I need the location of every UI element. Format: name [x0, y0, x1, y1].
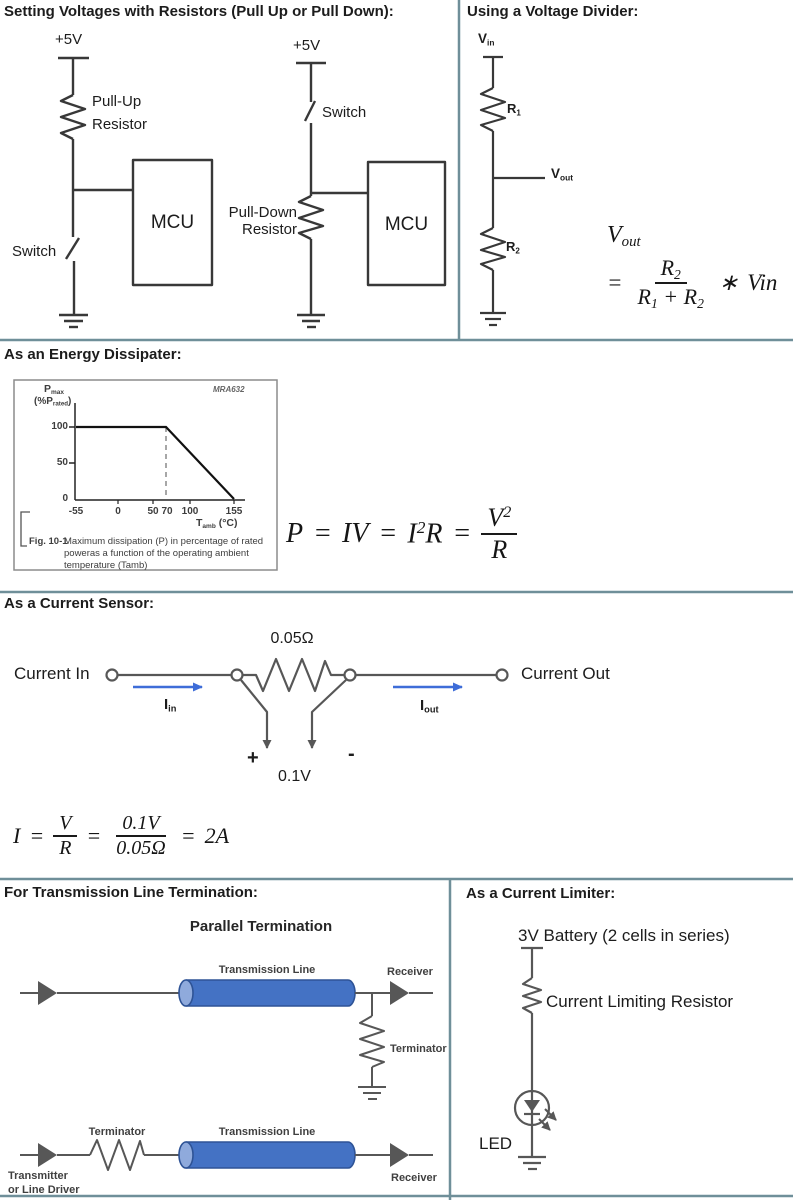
sense-lead-minus [312, 680, 346, 748]
xtick-m55: -55 [68, 506, 84, 517]
pulldown-resistor-symbol [299, 196, 323, 239]
transmission-line-label-2: Transmission Line [218, 1126, 316, 1138]
sensor-formula: I = $\frac{V}{R}$ = $\frac{0.1V}{0.05\Omega}$ = 2A [13, 812, 230, 859]
formula-rhs-row [607, 255, 777, 312]
terminator-label-2: Terminator [88, 1126, 146, 1138]
pulldown-label-1: Pull-Down [228, 204, 297, 221]
sense-junction-right [345, 670, 356, 681]
shunt-value-label: 0.05Ω [270, 630, 314, 647]
cylinder-cap-1 [179, 980, 193, 1006]
r1-resistor-symbol [481, 88, 505, 131]
xtick-155: 155 [225, 506, 243, 517]
r2-label [506, 239, 520, 255]
receiver-label-1: Receiver [387, 966, 433, 978]
ground-symbol-divider [480, 313, 506, 325]
pullup-label-2: Resistor [92, 116, 148, 133]
switch-label-left: Switch [12, 243, 57, 260]
section-title-energy: As an Energy Dissipater: [4, 346, 182, 363]
terminator-label-1: Terminator [390, 1043, 447, 1055]
limiting-resistor-label: Current Limiting Resistor [546, 992, 734, 1011]
section-title-pull: Setting Voltages with Resistors (Pull Up or Pull Down): [4, 3, 394, 20]
times-sign: ∗ [718, 270, 739, 295]
power-fraction [481, 503, 517, 565]
formula-lhs-base: V [607, 222, 622, 248]
ground-symbol-terminator [358, 1087, 386, 1099]
r2-base: R [506, 239, 516, 254]
ytick-100: 100 [51, 421, 68, 432]
current-out-label: Current Out [521, 664, 610, 683]
formula-vin: Vin [747, 270, 778, 295]
voltage-divider-circuit [480, 57, 545, 325]
section-title-termination: For Transmission Line Termination: [4, 884, 258, 901]
ground-symbol-led [518, 1157, 546, 1169]
vin-label [478, 31, 494, 47]
shunt-resistor-symbol [243, 659, 344, 691]
ytick-50: 50 [56, 457, 68, 468]
graph-model-label: MRA632 [213, 385, 245, 394]
figure-caption-line3: temperature (Tamb) [64, 560, 148, 571]
figure-number: Fig. 10-1 [29, 536, 68, 547]
power-fraction-num: $V^2$ [481, 503, 517, 535]
terminal-in [107, 670, 118, 681]
sense-plus-label: + [247, 747, 259, 769]
pullup-resistor-symbol [61, 95, 85, 139]
r1-label [507, 101, 521, 117]
figure-caption-line1: Maximum dissipation (P) in percentage of rated [64, 536, 264, 547]
current-in-label: Current In [14, 664, 90, 683]
cylinder-cap-2 [179, 1142, 193, 1168]
r2-sub: 2 [515, 246, 520, 256]
ground-symbol-left [59, 315, 88, 327]
receiver-label-2: Receiver [391, 1172, 437, 1184]
vin-sub: in [487, 37, 495, 48]
switch-symbol-left [66, 238, 79, 259]
graph-ylabel-2: $(\%P_{rated})$ [34, 396, 72, 408]
figure-caption-line2: poweras a function of the operating ambient [64, 548, 249, 559]
switch-label-right: Switch [322, 104, 367, 121]
xtick-0: 0 [115, 506, 121, 517]
xtick-70: 70 [161, 506, 173, 517]
led-diode-triangle [524, 1100, 540, 1112]
power-formula: P = IV = $I^2R$ = $\frac{V^2}{R}$ [286, 503, 517, 565]
vout-label [551, 166, 573, 182]
r1-sub: 1 [516, 108, 521, 118]
equals-sign: = [607, 270, 623, 295]
transmission-line-label-1: Transmission Line [218, 964, 316, 976]
sense-voltage-label: 0.1V [278, 768, 311, 785]
section-title-limiter: As a Current Limiter: [466, 885, 616, 902]
pulldown-circuit [296, 63, 445, 327]
terminator-resistor-symbol [360, 1016, 384, 1067]
led-label: LED [479, 1134, 513, 1153]
vin-base: V [478, 31, 488, 46]
transmission-line-cylinder-1 [186, 980, 355, 1006]
xtick-50: 50 [147, 506, 159, 517]
power-i2r: $I^2R$ [407, 517, 443, 550]
parallel-termination-subtitle: Parallel Termination [189, 918, 333, 935]
pullup-label-1: Pull-Up [92, 93, 142, 110]
battery-label: 3V Battery (2 cells in series) [518, 926, 730, 945]
power-fraction-den: R [491, 534, 508, 564]
series-terminator-resistor [90, 1140, 144, 1170]
terminal-out [497, 670, 508, 681]
driver-triangle-1 [38, 981, 57, 1005]
r2-resistor-symbol [481, 228, 505, 270]
pulldown-label-2: Resistor [241, 221, 297, 238]
series-termination-diagram [20, 1140, 433, 1170]
mcu-label-right: MCU [384, 214, 429, 235]
voltage-divider-formula [607, 222, 777, 311]
transmitter-label-line2: or Line Driver [8, 1184, 80, 1196]
formula-lhs-sub: out [621, 234, 641, 251]
ground-symbol-right [297, 315, 325, 327]
divider-fraction [632, 255, 710, 312]
receiver-triangle-2 [390, 1143, 409, 1167]
driver-triangle-2 [38, 1143, 57, 1167]
power-p: P [286, 517, 304, 549]
transmission-line-cylinder-2 [186, 1142, 355, 1168]
r1-base: R [507, 101, 517, 116]
sense-junction-left [232, 670, 243, 681]
transmitter-label-line1: Transmitter [8, 1170, 68, 1182]
graph-ylabel-1: $P_{max}$ [44, 383, 65, 396]
power-iv: IV [342, 517, 369, 549]
sensor-result: 2A [204, 823, 230, 848]
current-limiter-circuit [515, 948, 556, 1169]
sensor-i: I [13, 823, 21, 848]
fraction-numerator: $R_2$ [655, 255, 687, 284]
limiting-resistor-symbol [523, 978, 541, 1013]
supply-label-right: +5V [293, 37, 321, 54]
supply-label-left: +5V [55, 31, 83, 48]
formula-lhs [607, 222, 777, 251]
vout-base: V [551, 166, 561, 181]
vout-sub: out [560, 172, 574, 183]
ytick-0: 0 [62, 493, 68, 504]
section-title-divider: Using a Voltage Divider: [467, 3, 639, 20]
sensor-fraction-vr: $\frac{V}{R}$ [53, 812, 77, 860]
switch-symbol-right [305, 101, 315, 121]
fraction-denominator: $R_1 + R_2$ [637, 284, 704, 311]
graph-xlabel: $T_{amb}$ (°C) [196, 517, 238, 530]
sense-minus-label: - [348, 743, 355, 765]
mcu-label-left: MCU [150, 212, 195, 233]
parallel-termination-diagram [20, 980, 433, 1099]
xtick-100: 100 [181, 506, 199, 517]
sensor-fraction-values: $\frac{0.1V}{0.05\Omega}$ [116, 812, 166, 859]
iout-label: $I_{out}$ [420, 697, 439, 715]
iin-label: $I_{in}$ [164, 696, 177, 714]
section-title-sensor: As a Current Sensor: [4, 595, 155, 612]
receiver-triangle-1 [390, 981, 409, 1005]
